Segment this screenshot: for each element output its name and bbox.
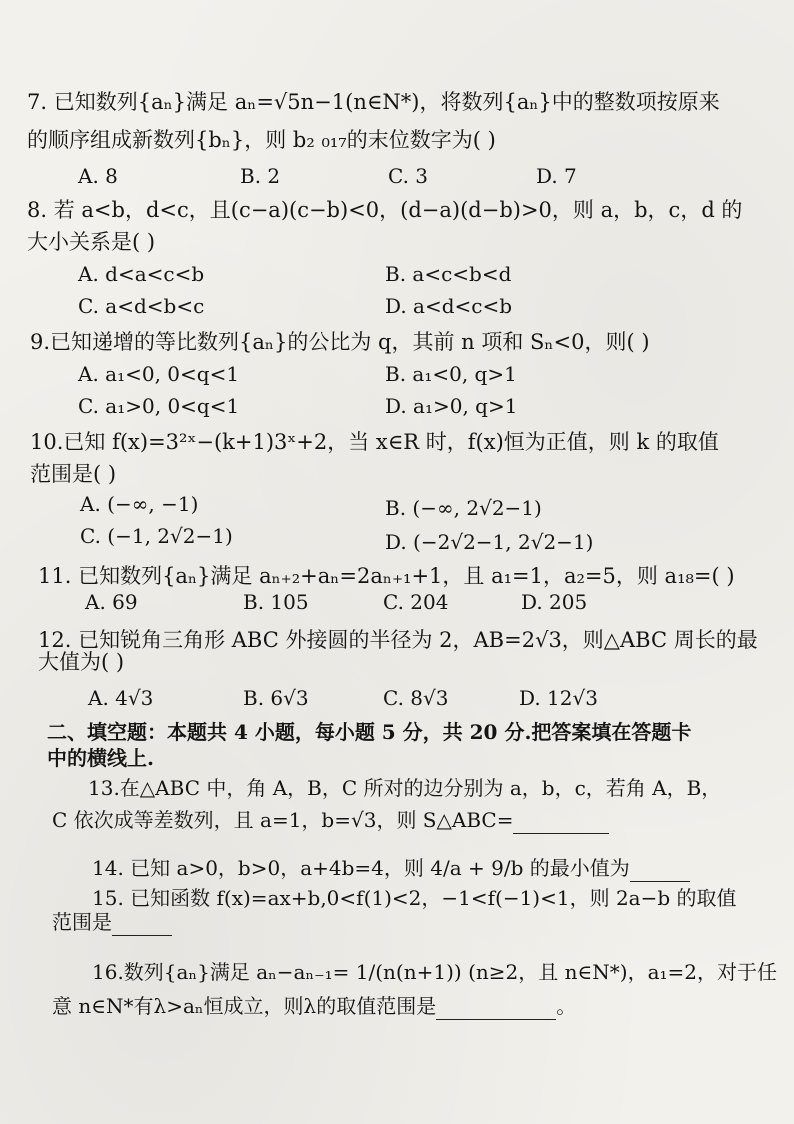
section2-heading-line2: 中的横线上. [47,746,154,770]
q16-text: 意 n∈N*有λ>aₙ恒成立，则λ的取值范围是 [52,994,437,1018]
q15-line1: 15. 已知函数 f(x)=ax+b,0<f(1)<2，−1<f(−1)<1，则 2a−b 的取值 [92,886,737,910]
q7-line2: 的顺序组成新数列{bₙ}，则 b₂ ₀₁₇的末位数字为( ) [27,128,496,152]
q16-line1: 16.数列{aₙ}满足 aₙ−aₙ₋₁= 1/(n(n+1)) (n≥2，且 n∈N*)，a₁=2，对于任 [92,960,777,984]
q9-option-b: B. a₁<0, q>1 [385,362,517,386]
q12-option-a: A. 4√3 [88,686,154,710]
q8-option-d: D. a<d<c<b [385,294,513,318]
q16-period: 。 [556,994,577,1018]
q10-option-a: A. (−∞, −1) [80,492,199,516]
q11-line1: 11. 已知数列{aₙ}满足 aₙ₊₂+aₙ=2aₙ₊₁+1，且 a₁=1，a₂=5，则 a₁₈=( ) [38,564,735,588]
q12-line2: 大值为( ) [38,650,125,674]
q12-option-c: C. 8√3 [383,686,449,710]
q10-option-c: C. (−1, 2√2−1) [80,524,233,548]
q10-option-d: D. (−2√2−1, 2√2−1) [385,530,594,554]
q8-line2: 大小关系是( ) [27,230,156,254]
q16-line2 [52,992,576,1020]
q14-line [92,854,690,882]
q10-line2: 范围是( ) [30,462,117,486]
q10-option-b: B. (−∞, 2√2−1) [385,496,542,520]
q12-option-b: B. 6√3 [243,686,309,710]
q9-option-d: D. a₁>0, q>1 [385,394,518,418]
q13-text: C 依次成等差数列，且 a=1，b=√3，则 S△ABC= [52,808,514,832]
q11-option-b: B. 105 [243,590,309,614]
q15-text: 范围是 [52,910,112,934]
q9-option-c: C. a₁>0, 0<q<1 [78,394,240,418]
q9-option-a: A. a₁<0, 0<q<1 [78,362,240,386]
q8-option-a: A. d<a<c<b [78,262,205,286]
q9-line1: 9.已知递增的等比数列{aₙ}的公比为 q，其前 n 项和 Sₙ<0，则( ) [30,330,650,354]
q11-option-d: D. 205 [521,590,588,614]
q7-option-b: B. 2 [240,164,281,188]
q13-line1: 13.在△ABC 中，角 A，B，C 所对的边分别为 a，b，c，若角 A，B， [88,776,722,800]
q11-option-c: C. 204 [383,590,449,614]
q14-answer-blank[interactable] [630,859,690,882]
q16-answer-blank[interactable] [436,997,556,1020]
q8-option-b: B. a<c<b<d [385,262,512,286]
q13-answer-blank[interactable] [513,811,609,834]
q8-option-c: C. a<d<b<c [78,294,205,318]
q7-option-d: D. 7 [536,164,577,188]
q11-option-a: A. 69 [85,590,138,614]
q14-text: 14. 已知 a>0，b>0，a+4b=4，则 4/a + 9/b 的最小值为 [92,856,630,880]
q7-option-c: C. 3 [388,164,429,188]
q12-option-d: D. 12√3 [519,686,598,710]
q12-line1: 12. 已知锐角三角形 ABC 外接圆的半径为 2，AB=2√3，则△ABC 周长的最 [38,628,758,652]
q8-line1: 8. 若 a<b，d<c，且(c−a)(c−b)<0，(d−a)(d−b)>0，则 a，b，c，d 的 [27,198,743,222]
q13-line2 [52,806,609,834]
q7-line1: 7. 已知数列{aₙ}满足 aₙ=√5n−1(n∈N*)，将数列{aₙ}中的整数项按原来 [27,90,720,114]
q15-line2 [52,908,172,936]
q7-option-a: A. 8 [78,164,118,188]
q15-answer-blank[interactable] [112,913,172,936]
q10-line1: 10.已知 f(x)=3²ˣ−(k+1)3ˣ+2，当 x∈R 时，f(x)恒为正值，则 k 的取值 [30,430,719,454]
section2-heading-line1: 二、填空题：本题共 4 小题，每小题 5 分，共 20 分.把答案填在答题卡 [47,720,692,744]
